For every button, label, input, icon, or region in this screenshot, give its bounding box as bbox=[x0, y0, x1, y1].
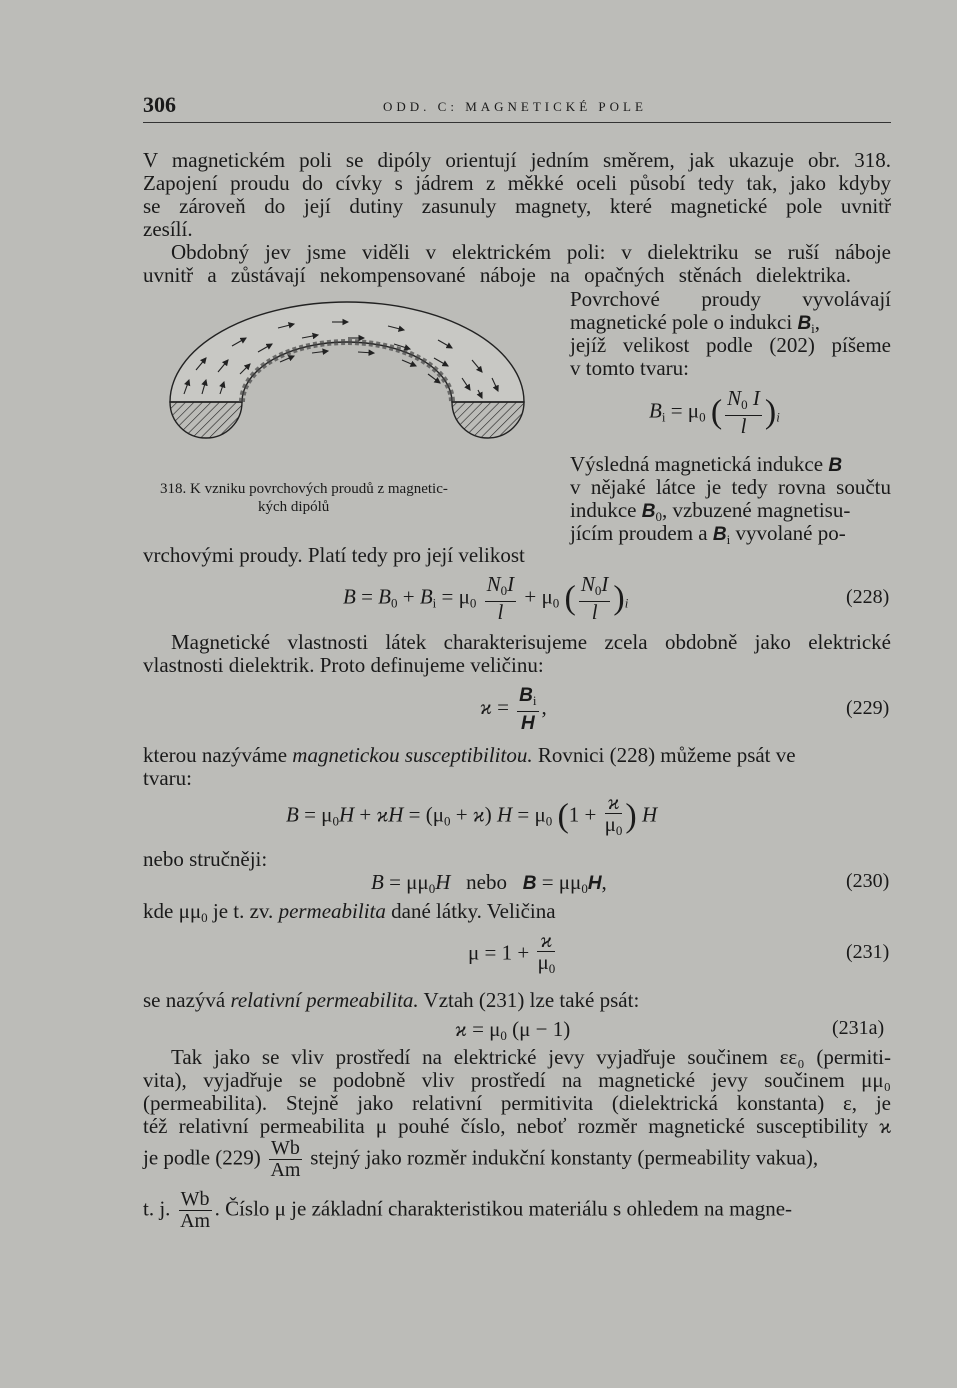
equation-number: (231a) bbox=[832, 1017, 885, 1039]
text-line: V magnetickém poli se dipóly orientují jedním směrem, jak ukazuje obr. 318. bbox=[143, 148, 891, 172]
equation-expanded: $B = \mu_0H + ϰH = (\mu_0 + ϰ) H = \mu_0$ (1 + $\frac{ϰ}{\mu_0}$ ) H bbox=[286, 790, 658, 838]
figure-caption: kých dipólů bbox=[258, 499, 330, 515]
text-line: tvaru: bbox=[143, 766, 192, 790]
text-line: vita), vyjadřuje se podobně vliv prostředí na magnetické jevy součinem μμ₀ bbox=[143, 1068, 891, 1092]
text-line: kterou nazýváme magnetickou susceptibilitou. Rovnici (228) můžeme psát ve bbox=[143, 743, 796, 767]
equation-230: $B = \mu\mu_0H$ nebo $B = \mu\mu_0H$, bbox=[371, 870, 607, 896]
equation-number: (228) bbox=[846, 586, 890, 608]
equation-229: ϰ = $\frac{B_i}{H}$ , bbox=[480, 685, 547, 734]
header-rule bbox=[143, 122, 891, 123]
equation-bi: $B_i = \mu_0$ ( $\frac{N_0 I}{l}$ )$_i$ bbox=[649, 386, 780, 438]
text-line: uvnitř a zůstávají nekompensované náboje na opačných stěnách dielektrika. bbox=[143, 263, 851, 287]
text-line: magnetické pole o indukci $B_i$, bbox=[570, 310, 821, 336]
text-line: vlastnosti dielektrik. Proto definujeme veličinu: bbox=[143, 653, 544, 677]
equation-231: μ = 1 + $\frac{ϰ}{\mu_0}$ bbox=[468, 928, 556, 976]
equation-number: (231) bbox=[846, 941, 890, 963]
text-line: Výsledná magnetická indukce B bbox=[570, 452, 843, 476]
text-line: (permeabilita). Stejně jako relativní permitivita (dielektrická konstanta) ε, je bbox=[143, 1091, 891, 1115]
equation-228: $B = B_0 + B_i = \mu_0$ $\frac{N_0I}{l}$ + $\mu_0$ ( $\frac{N_0I}{l}$ )$_i$ bbox=[343, 572, 629, 624]
equation-number: (230) bbox=[846, 870, 890, 892]
text-line: nebo stručněji: bbox=[143, 847, 268, 871]
text-line: též relativní permeabilita μ pouhé číslo, neboť rozměr magnetické susceptibility ϰ bbox=[143, 1114, 891, 1138]
text-line: v tomto tvaru: bbox=[570, 356, 689, 380]
text-line: t. j. $\frac{Wb}{Am}$ . Číslo μ je základní charakteristikou materiálu s ohledem na magne- bbox=[143, 1188, 793, 1232]
text-line: indukce $B_0$, vzbuzené magnetisu- bbox=[570, 498, 851, 524]
text-line: Tak jako se vliv prostředí na elektrické jevy vyjadřuje součinem εε₀ (permiti- bbox=[171, 1045, 891, 1069]
equation-number: (229) bbox=[846, 697, 890, 719]
text-line: se nazývá relativní permeabilita. Vztah (231) lze také psát: bbox=[143, 988, 640, 1012]
text-line: je podle (229) $\frac{Wb}{Am}$ stejný jako rozměr indukční konstanty (permeability vakua), bbox=[143, 1137, 819, 1181]
section-title: ODD. C: MAGNETICKÉ POLE bbox=[383, 99, 647, 114]
text-line: Povrchové proudy vyvolávají bbox=[570, 287, 891, 311]
figure-caption: 318. K vzniku povrchových proudů z magnetic- bbox=[160, 481, 448, 497]
text-line: jícím proudem a $B_i$ vyvolané po- bbox=[570, 521, 846, 547]
magnetic-dipoles-figure bbox=[162, 298, 532, 468]
equation-231a: $ϰ = \mu_0$ (μ − 1) bbox=[455, 1017, 571, 1043]
text-line: jejíž velikost podle (202) píšeme bbox=[570, 333, 891, 357]
text-line: Zapojení proudu do cívky s jádrem z měkké oceli působí tedy tak, jako kdyby bbox=[143, 171, 891, 195]
text-line: Obdobný jev jsme viděli v elektrickém poli: v dielektriku se ruší náboje bbox=[171, 240, 891, 264]
text-line: zesílí. bbox=[143, 217, 193, 241]
text-line: kde $\mu\mu_0$ je t. zv. permeabilita dané látky. Veličina bbox=[143, 899, 556, 925]
text-line: vrchovými proudy. Platí tedy pro její velikost bbox=[143, 543, 525, 567]
text-line: Magnetické vlastnosti látek charakterisujeme zcela obdobně jako elektrické bbox=[171, 630, 891, 654]
page-number: 306 bbox=[143, 92, 176, 117]
text-line: v nějaké látce je tedy rovna součtu bbox=[570, 475, 891, 499]
text-line: se zároveň do její dutiny zasunuly magnety, které magnetické pole uvnitř bbox=[143, 194, 891, 218]
